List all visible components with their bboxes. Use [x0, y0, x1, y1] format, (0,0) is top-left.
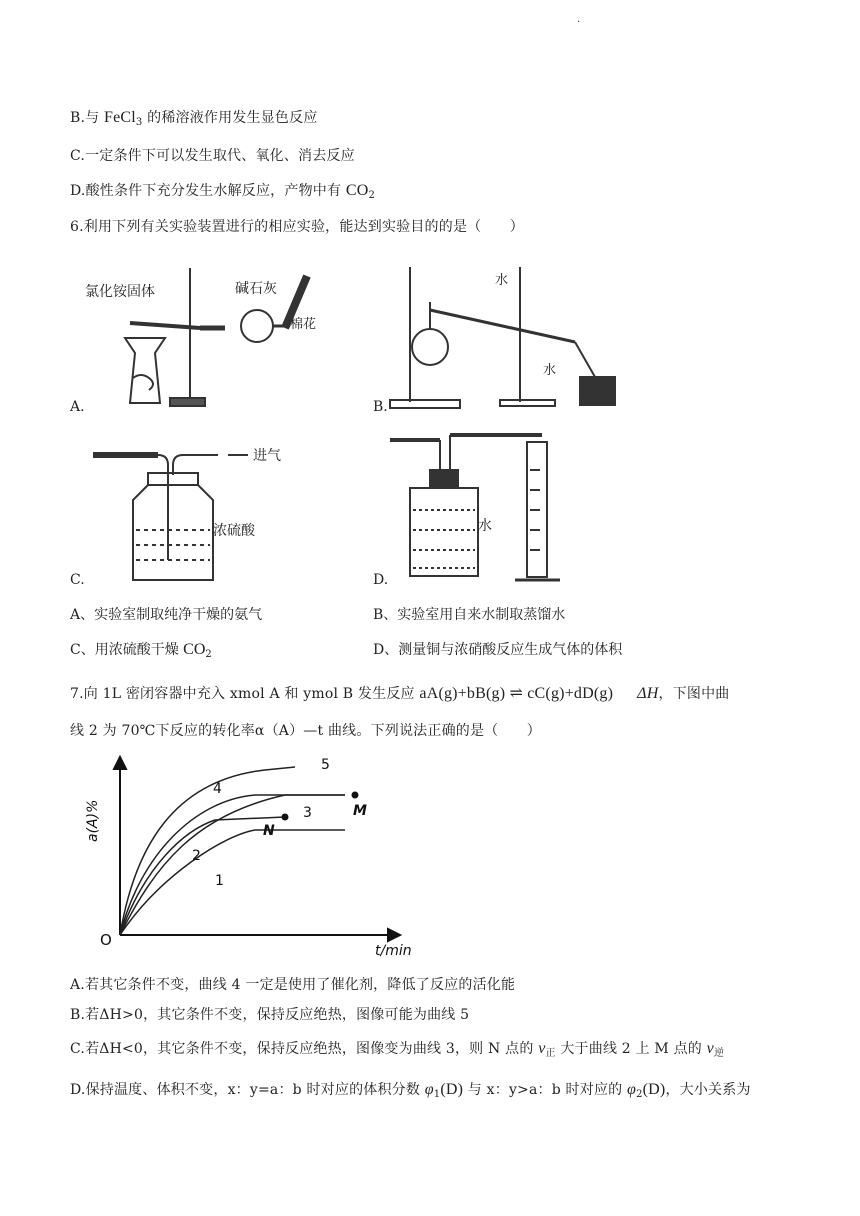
q7-option-a: A.若其它条件不变，曲线 4 一定是使用了催化剂，降低了反应的活化能	[70, 977, 516, 993]
conversion-time-chart	[85, 755, 420, 965]
q7-option-b: B.若ΔH>0，其它条件不变，保持反应绝热，图像可能为曲线 5	[70, 1007, 470, 1023]
figure-d-gas-measurement-apparatus	[390, 430, 570, 585]
q6-choice-c: C、用浓硫酸干燥 $CO_2$	[70, 641, 212, 660]
label-water-out: 水	[495, 273, 509, 288]
q6-choice-a: A、实验室制取纯净干燥的氨气	[70, 607, 263, 623]
curve-1	[120, 830, 345, 935]
curve-label-3: 3	[303, 805, 312, 821]
figure-b-distillation-apparatus	[385, 262, 625, 412]
fig-b-label: B.	[373, 399, 388, 415]
label-ammonium-chloride: 氯化铵固体	[85, 284, 155, 300]
point-m	[352, 792, 359, 799]
curve-label-2: 2	[192, 848, 201, 864]
point-n	[282, 814, 289, 821]
x-axis-label: t/min	[375, 943, 412, 959]
q7-option-c: C.若ΔH<0，其它条件不变，保持反应绝热，图像变为曲线 3，则 N 点的 $v_正$ 大于曲线 2 上 M 点的 $v_逆$	[70, 1040, 725, 1059]
curve-label-1: 1	[215, 873, 224, 889]
point-label-n: N	[263, 823, 275, 839]
y-axis-arrow	[114, 757, 126, 769]
fig-d-label: D.	[373, 572, 389, 588]
question-7-stem-line2: 线 2 为 70℃下反应的转化率α（A）—t 曲线。下列说法正确的是（ ）	[70, 723, 541, 739]
figure-c-gas-washing-bottle	[88, 445, 318, 585]
option-q5-b: B.与 FeCl$_3$ 的稀溶液作用发生显色反应	[70, 109, 318, 128]
y-axis-label: a(A)%	[85, 799, 101, 842]
option-q5-d: D.酸性条件下充分发生水解反应，产物中有 $CO_2$	[70, 182, 376, 201]
option-q5-c: C.一定条件下可以发生取代、氧化、消去反应	[70, 148, 355, 164]
x-axis-arrow	[388, 929, 400, 941]
origin-label: O	[100, 931, 112, 949]
q6-choice-b: B、实验室用自来水制取蒸馏水	[373, 607, 566, 623]
q6-choice-d: D、测量铜与浓硝酸反应生成气体的体积	[373, 642, 623, 658]
question-7-stem-line1: 7.向 1L 密闭容器中充入 xmol A 和 ymol B 发生反应 aA(g)+bB(g) ⇌ cC(g)+dD(g) ΔH，下图中曲	[70, 685, 730, 702]
point-label-m: M	[353, 803, 367, 819]
figure-a-ammonia-apparatus	[85, 258, 335, 413]
label-soda-lime: 碱石灰	[235, 281, 277, 297]
fig-a-label: A.	[70, 399, 85, 415]
curve-label-5: 5	[321, 757, 330, 773]
label-conc-sulfuric-acid: 浓硫酸	[213, 523, 255, 539]
top-mark: .	[577, 14, 581, 25]
label-gas-in: 进气	[253, 448, 281, 464]
label-cotton: 棉花	[290, 317, 317, 332]
label-water-in: 水	[543, 363, 557, 378]
curve-3	[120, 817, 285, 935]
curve-label-4: 4	[213, 781, 222, 797]
question-6-stem: 6.利用下列有关实验装置进行的相应实验，能达到实验目的的是（ ）	[70, 219, 524, 235]
fig-c-label: C.	[70, 572, 85, 588]
q7-option-d: D.保持温度、体积不变，x：y=a：b 时对应的体积分数 $\varphi_1(D)$ 与 x：y>a：b 时对应的 $\varphi_2(D)$，大小关系为	[70, 1081, 751, 1100]
label-water: 水	[478, 518, 492, 534]
